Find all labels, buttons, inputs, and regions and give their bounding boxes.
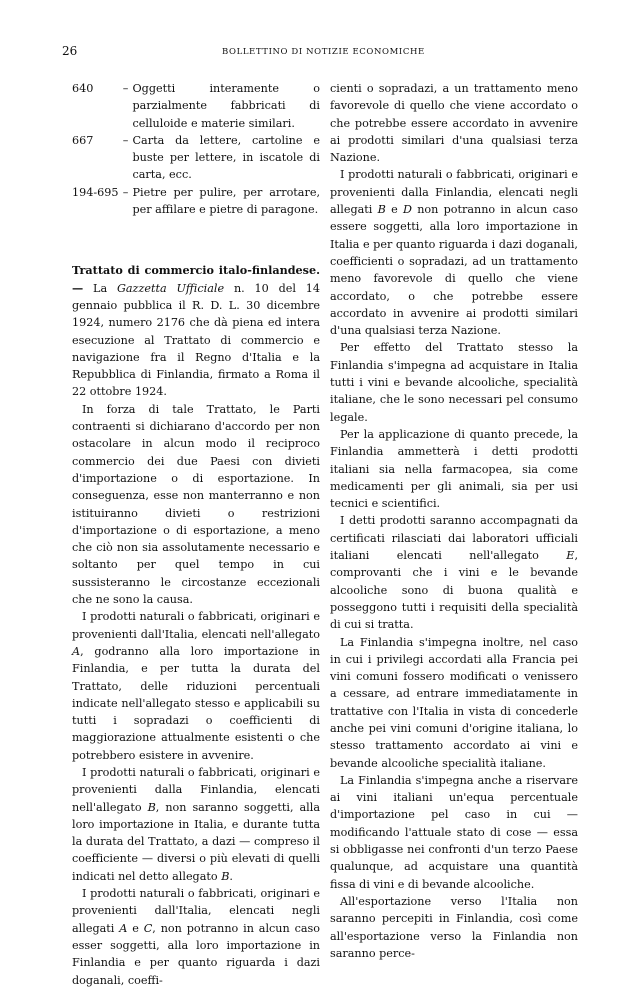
paragraph [72, 608, 320, 764]
running-head: BOLLETTINO DI NOTIZIE ECONOMICHE [222, 47, 425, 57]
paragraph: Per effetto del Trattato stesso la Finlandia s'impegna ad acquistare in Italia tutti i vini e bevande alcooliche, specialità italiane, che le sono necessari pel consumo legale. [330, 341, 578, 424]
paragraph-intro [72, 262, 320, 400]
tariff-description: Pietre per pulire, per arrotare, per affilare e pietre di paragone. [132, 185, 320, 217]
paragraph: cienti o sopradazi, a un trattamento meno favorevole di quello che viene accordato o che potrebbe essere accordato in avvenire ai prodotti similari d'una qualsiasi terza Nazione. [330, 82, 578, 165]
paragraph: La Finlandia s'impegna anche a riservare ai vini italiani un'equa percentuale d'importazione pel caso in cui — modificando l'attuale stato di cose — essa si obbligasse nei confronti d'un terzo Paese qualunque, ad acquistare una quantità fissa di vini e di bevande alcooliche. [330, 773, 578, 891]
text-run: e [391, 203, 398, 217]
text-run: , non saranno soggetti, alla loro importazione in Italia, e durante tutta la durata del Trattato, a dazi — compreso il coefficiente — diversi o più elevati di quelli indicati nel detto allegato [72, 800, 321, 883]
annex-label: B [221, 869, 230, 883]
text-run: , comprovanti che i vini e le bevande alcooliche sono di buona qualità e posseggono tutti i requisiti della specialità di cui si tratta. [330, 549, 578, 632]
tariff-code: 194-695 [72, 185, 119, 199]
paragraph: Per la applicazione di quanto precede, la Finlandia ammetterà i detti prodotti italiani sia nella farmacopea, sia come medicamenti per gli animali, sia per usi tecnici e scientifici. [330, 427, 578, 511]
text-run: , non potranno in alcun caso esser soggetti, alla loro importazione in Finlandia e per quanto riguarda i dazi doganali, coeffi- [72, 921, 320, 987]
tariff-dash: – [122, 133, 129, 147]
annex-label: A [119, 921, 128, 935]
paragraph: I prodotti naturali o fabbricati, originari e provenienti dalla Finlandia, elencati nell'allegato B, non saranno soggetti, alla loro importazione in Italia, e durante tutta la durata del Trattato, a dazi — compreso il coefficiente — diversi o più elevati di quelli indicati nel detto allegato B. [72, 765, 321, 883]
text-run: I prodotti naturali o fabbricati, originari e provenienti dalla Finlandia, elencati negli allegati [330, 168, 578, 217]
paragraph: In forza di tale Trattato, le Parti contraenti si dichiarano d'accordo per non ostacolare in alcun modo il reciproco commercio dei due Paesi con divieti d'importazione o di esportazione. In conseguenza, esse non manterranno e non istituiranno divieti o restrizioni d'importazione o di esportazione, a meno che ciò non sia assolutamente necessario e soltanto per quel tempo in cui sussisteranno le circostanze eccezionali che ne sono la causa. [72, 402, 320, 607]
publication-title: Gazzetta Ufficiale [116, 281, 225, 295]
left-column [72, 80, 320, 989]
text-run: I prodotti naturali o fabbricati, originari e provenienti dall'Italia, elencati nell'allegato [72, 610, 320, 641]
text-run: I prodotti naturali o fabbricati, originari e provenienti dalla Finlandia, elencati nell'allegato [72, 765, 320, 814]
tariff-row [72, 80, 320, 132]
annex-label: A [72, 644, 81, 658]
tariff-table [72, 80, 320, 218]
annex-label: B [147, 800, 156, 814]
right-column [330, 80, 578, 962]
tariff-row [72, 184, 320, 219]
text-run: , godranno alla loro importazione in Finlandia, e per tutta la durata del Trattato, delle riduzioni percentuali indicate nell'allegato stesso e applicabili su tutti i sopradazi o coefficienti di maggiorazione attualmente esistenti o che potrebbero esistere in avvenire. [72, 644, 320, 762]
page-number: 26 [62, 44, 78, 58]
tariff-code: 640 [72, 82, 94, 95]
annex-label: E [566, 549, 575, 563]
text-run: n. 10 del 14 gennaio pubblica il R. D. L. 30 dicembre 1924, numero 2176 che dà piena ed intera esecuzione al Trattato di commercio e navigazione fra il Regno d'Italia e la Repubblica di Finlandia, firmato a Roma il 22 ottobre 1924. [72, 281, 320, 399]
tariff-dash: – [122, 82, 129, 95]
tariff-row [72, 132, 320, 184]
annex-label: C [143, 921, 153, 935]
paragraph: All'esportazione verso l'Italia non saranno percepiti in Finlandia, così come all'esportazione verso la Finlandia non saranno perce- [330, 894, 578, 960]
annex-label: B [377, 203, 386, 217]
text-run: La [93, 281, 108, 295]
paragraph: La Finlandia s'impegna inoltre, nel caso in cui i privilegi accordati alla Francia pei vini comuni fossero modificati o venissero a cessare, ad entrare immediatamente in trattative con l'Italia in vista di concederle anche pei vini comuni d'origine italiana, lo stesso trattamento accordato ai vini e bevande alcooliche specialità italiane. [330, 635, 578, 770]
text-run: I detti prodotti saranno accompagnati da certificati rilasciati dai laboratori ufficiali italiani elencati nell'allegato [330, 514, 578, 563]
text-run: I prodotti naturali o fabbricati, originari e provenienti dall'Italia, elencati negli allegati [72, 887, 320, 935]
annex-label: D [402, 203, 412, 217]
tariff-description: Oggetti interamente o parzialmente fabbricati di celluloide e materie similari. [132, 82, 320, 130]
tariff-description: Carta da lettere, cartoline e buste per lettere, in iscatole di carta, ecc. [132, 133, 320, 182]
paragraph [330, 166, 578, 339]
text-run: e [132, 921, 139, 935]
text-run: non potranno in alcun caso essere soggetti, alla loro importazione in Italia e per quanto riguarda i dazi doganali, coefficienti o sopradazi, ad un trattamento meno favorevole di quello che viene accordato, o che potrebbe essere accordato in avvenire ai prodotti similari d'una qualsiasi terza Nazione. [330, 203, 578, 338]
section-heading: Trattato di commercio italo-finlandese. — [72, 263, 320, 295]
tariff-code: 667 [72, 133, 94, 147]
paragraph [72, 885, 320, 989]
paragraph [330, 512, 578, 633]
tariff-dash: – [122, 185, 129, 199]
